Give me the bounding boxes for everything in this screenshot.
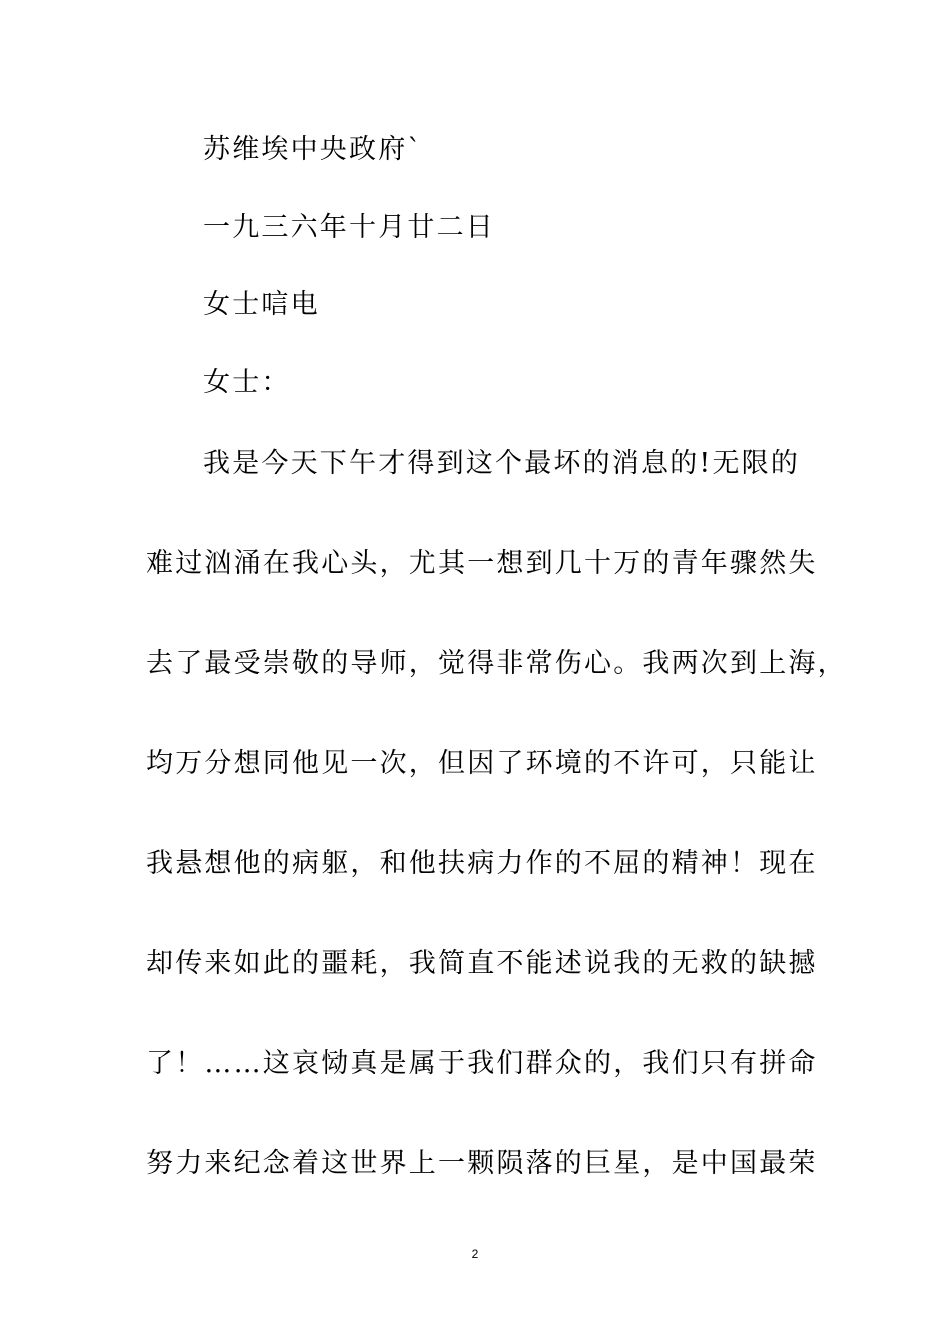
body-line-5: 我悬想他的病躯，和他扶病力作的不屈的精神！现在 xyxy=(146,848,818,879)
body-line-8: 努力来纪念着这世界上一颗陨落的巨星，是中国最荣 xyxy=(146,1148,818,1179)
date-line: 一九三六年十月廿二日 xyxy=(203,212,495,243)
salutation: 女士： xyxy=(203,367,291,398)
government-line: 苏维埃中央政府` xyxy=(203,134,424,165)
body-line-1: 我是今天下午才得到这个最坏的消息的!无限的 xyxy=(203,448,801,479)
body-line-2: 难过汹涌在我心头，尤其一想到几十万的青年骤然失 xyxy=(146,548,818,579)
body-line-3: 去了最受崇敬的导师，觉得非常伤心。我两次到上海， xyxy=(146,648,847,679)
body-line-7: 了！……这哀恸真是属于我们群众的，我们只有拼命 xyxy=(146,1048,818,1079)
body-line-6: 却传来如此的噩耗，我简直不能述说我的无救的缺撼 xyxy=(146,948,818,979)
telegram-title: 女士唁电 xyxy=(203,289,320,320)
page-number: 2 xyxy=(471,1247,479,1261)
body-line-4: 均万分想同他见一次，但因了环境的不许可，只能让 xyxy=(146,748,818,779)
